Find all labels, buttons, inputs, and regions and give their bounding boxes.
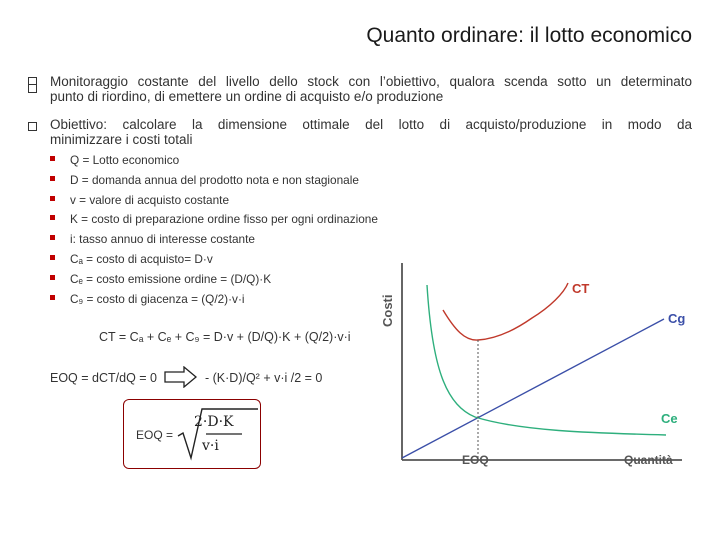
sub-bullet-icon (50, 156, 55, 161)
eoq-chart (370, 255, 690, 475)
cg-label: Cg (668, 311, 686, 326)
bullet-1-line-2: punto di riordino, di emettere un ordine di acquisto e/o produzione (50, 89, 444, 104)
x-axis-label: Quantità (624, 453, 673, 467)
derivative-formula-right: - (K·D)/Q² + v·i /2 = 0 (205, 371, 323, 385)
bullet-1-line-1: Monitoraggio costante del livello dello stock con l’obiettivo, qualora scenda sotto un determinato (50, 74, 692, 89)
bullet-2-line-1: Obiettivo: calcolare la dimensione ottimale del lotto di acquisto/produzione in modo da (50, 117, 692, 132)
eoq-numerator: 2·D·K (194, 414, 234, 430)
sub-bullet-icon (50, 275, 55, 280)
ct-label: CT (572, 281, 590, 296)
total-cost-formula: CT = Cₐ + Cₑ + C₉ = D·v + (D/Q)·K + (Q/2)·v·i (99, 330, 351, 344)
definition-v: v = valore di acquisto costante (70, 193, 230, 207)
definition-ce: Cₑ = costo emissione ordine = (D/Q)·K (70, 272, 272, 286)
y-axis-label: Costi (380, 294, 395, 327)
arrow-right-icon (164, 366, 198, 388)
ct-curve (443, 283, 568, 340)
sub-bullet-icon (50, 215, 55, 220)
sub-bullet-icon (50, 176, 55, 181)
derivative-formula-left: EOQ = dCT/dQ = 0 (50, 371, 157, 385)
sub-bullet-icon (50, 295, 55, 300)
eoq-axis-label: EOQ (462, 453, 489, 467)
sub-bullet-icon (50, 255, 55, 260)
slide-title: Quanto ordinare: il lotto economico (366, 24, 692, 47)
sub-bullet-icon (50, 235, 55, 240)
definition-k: K = costo di preparazione ordine fisso per ogni ordinazione (70, 212, 378, 226)
cg-line (402, 319, 664, 458)
definition-d: D = domanda annua del prodotto nota e non stagionale (70, 173, 359, 187)
eoq-denominator: v·i (202, 438, 219, 454)
ce-label: Ce (661, 411, 678, 426)
definition-cg: C₉ = costo di giacenza = (Q/2)·v·i (70, 292, 245, 306)
eoq-formula-lhs: EOQ = (136, 428, 174, 442)
definition-q: Q = Lotto economico (70, 153, 180, 167)
bullet-2-line-2: minimizzare i costi totali (50, 132, 193, 147)
sub-bullet-icon (50, 196, 55, 201)
definition-i: i: tasso annuo di interesse costante (70, 232, 255, 246)
eoq-formula-box (123, 399, 261, 469)
bullet-square-icon (28, 122, 37, 131)
definition-ca: Cₐ = costo di acquisto= D·v (70, 252, 213, 266)
